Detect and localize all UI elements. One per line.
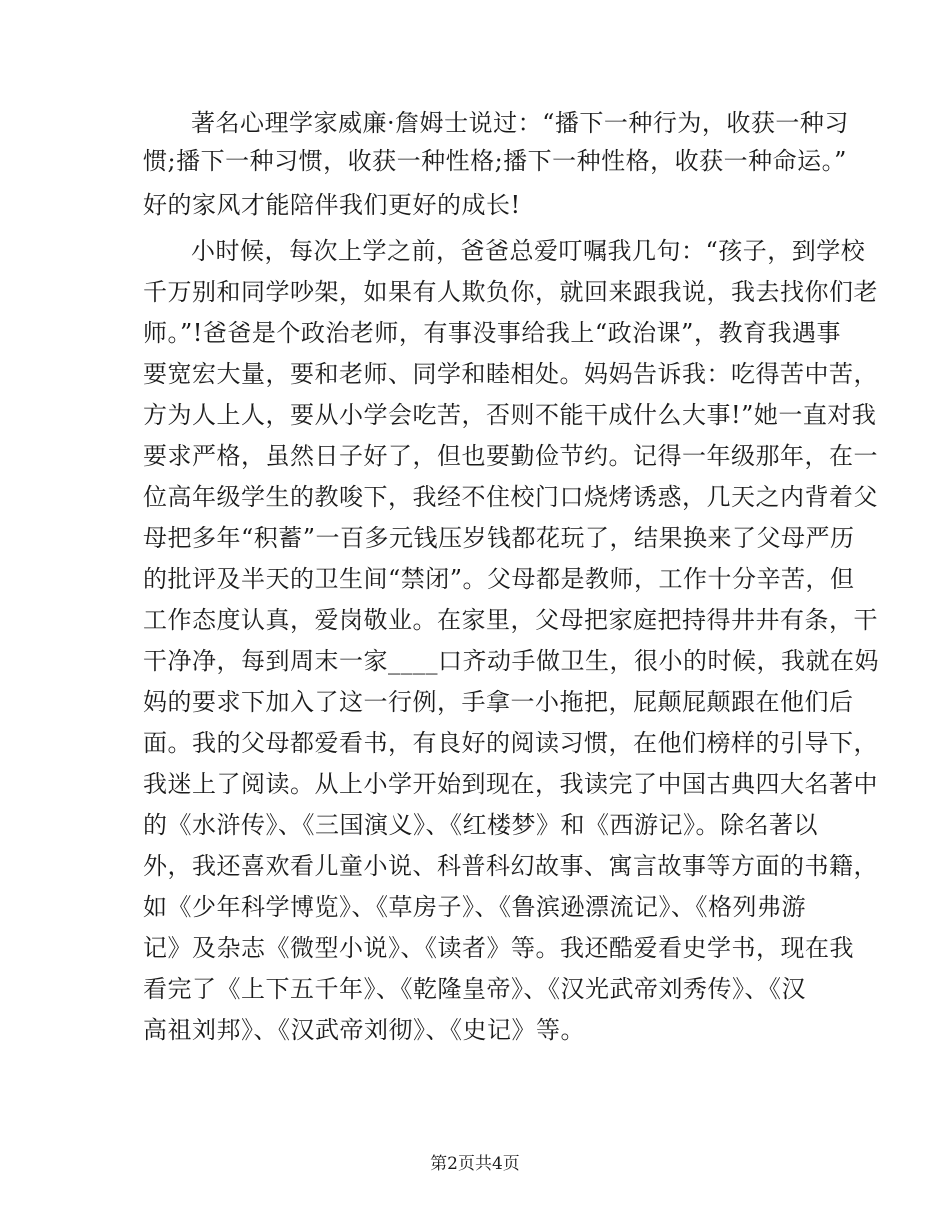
paragraph-2-line-10: 工作态度认真，爱岗敬业。在家里，父母把家庭把持得井井有条，干 [143,606,878,634]
paragraph-2-line-8: 母把多年“积蓄”一百多元钱压岁钱都花玩了，结果换来了父母严历 [143,524,855,552]
paragraph-2-line-7: 位高年级学生的教唆下，我经不住校门口烧烤诱惑，几天之内背着父 [143,483,878,511]
paragraph-1-line-1: 著名心理学家威廉·詹姆士说过：“播下一种行为，收获一种习 [191,109,849,137]
paragraph-2-line-11: 干净净，每到周末一家____口齐动手做卫生，很小的时候，我就在妈 [143,647,879,675]
paragraph-2-line-20: 高祖刘邦》、《汉武帝刘彻》、《史记》等。 [143,1016,585,1044]
paragraph-2-line-6: 要求严格，虽然日子好了，但也要勤俭节约。记得一年级那年，在一 [143,442,878,470]
paragraph-2-line-14: 我迷上了阅读。从上小学开始到现在，我读完了中国古典四大名著中 [143,770,878,798]
page-number: 第2页共4页 [430,1154,520,1174]
paragraph-2-line-13: 面。我的父母都爱看书，有良好的阅读习惯，在他们榜样的引导下， [143,729,878,757]
paragraph-2-line-5: 方为人上人，要从小学会吃苦，否则不能干成什么大事!”她一直对我 [143,401,877,429]
paragraph-2-line-18: 记》及杂志《微型小说》、《读者》等。我还酷爱看史学书，现在我 [143,934,854,962]
paragraph-2-line-12: 妈的要求下加入了这一行例，手拿一小拖把，屁颠屁颠跟在他们后 [143,688,854,716]
paragraph-1-line-2: 惯;播下一种习惯，收获一种性格;播下一种性格，收获一种命运。” [143,147,847,175]
paragraph-2-line-15: 的《水浒传》、《三国演义》、《红楼梦》和《西游记》。除名著以 [143,811,818,839]
paragraph-2-line-19: 看完了《上下五千年》、《乾隆皇帝》、《汉光武帝刘秀传》、《汉 [143,975,806,1003]
paragraph-2-line-2: 千万别和同学吵架，如果有人欺负你，就回来跟我说，我去找你们老 [143,278,878,306]
paragraph-2-line-3: 师。”!爸爸是个政治老师，有事没事给我上“政治课”，教育我遇事 [143,319,841,347]
paragraph-2-line-16: 外，我还喜欢看儿童小说、科普科幻故事、寓言故事等方面的书籍， [143,852,878,880]
paragraph-2-line-1: 小时候，每次上学之前，爸爸总爱叮嘱我几句：“孩子，到学校 [191,237,866,265]
paragraph-2-line-17: 如《少年科学博览》、《草房子》、《鲁滨逊漂流记》、《格列弗游 [143,893,806,921]
paragraph-2-line-4: 要宽宏大量，要和老师、同学和睦相处。妈妈告诉我：吃得苦中苦， [143,360,878,388]
paragraph-1-line-3: 好的家风才能陪伴我们更好的成长! [143,191,521,219]
paragraph-2-line-9: 的批评及半天的卫生间“禁闭”。父母都是教师，工作十分辛苦，但 [143,565,855,593]
